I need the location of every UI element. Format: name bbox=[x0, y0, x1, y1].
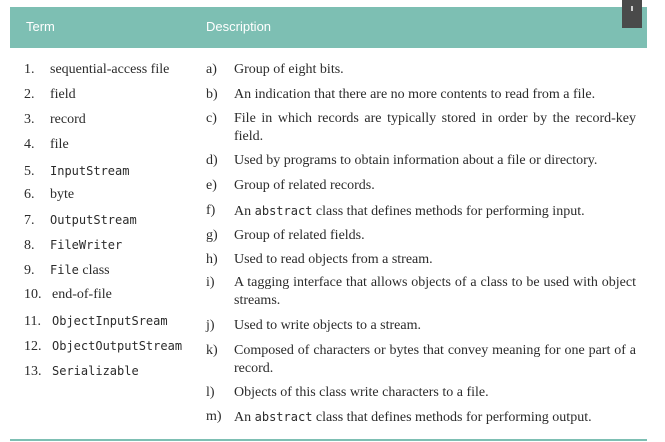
text-segment: A tagging interface that allows objects of a class to be used with object streams. bbox=[234, 275, 636, 308]
text-segment: Group of eight bits. bbox=[234, 62, 344, 77]
term-item bbox=[24, 363, 139, 380]
text-segment: Objects of this class write characters to a file. bbox=[234, 385, 489, 400]
corner-tab-icon bbox=[622, 0, 642, 28]
description-text bbox=[234, 110, 636, 146]
code-text: OutputStream bbox=[50, 213, 137, 227]
term-number: 5. bbox=[24, 164, 35, 179]
text-segment: An bbox=[234, 410, 255, 425]
description-item bbox=[206, 408, 636, 427]
code-text: ObjectOutputStream bbox=[52, 339, 183, 353]
description-item bbox=[206, 86, 636, 104]
term-number: 6. bbox=[24, 187, 35, 202]
text-segment: Used to read objects from a stream. bbox=[234, 252, 433, 267]
description-text bbox=[234, 342, 636, 378]
term-number: 8. bbox=[24, 238, 35, 253]
text-segment: Used by programs to obtain information about a file or directory. bbox=[234, 153, 598, 168]
term-number: 2. bbox=[24, 87, 35, 102]
description-item bbox=[206, 384, 636, 402]
term-item bbox=[24, 137, 69, 153]
term-number: 12. bbox=[24, 339, 42, 354]
description-letter: g) bbox=[206, 228, 218, 243]
code-text: File bbox=[50, 263, 79, 277]
text-segment: class bbox=[78, 263, 110, 278]
term-number: 1. bbox=[24, 62, 35, 77]
term-item bbox=[24, 338, 182, 355]
description-letter: j) bbox=[206, 318, 215, 333]
text-segment: An indication that there are no more contents to read from a file. bbox=[234, 87, 596, 102]
text-segment: byte bbox=[50, 187, 75, 202]
description-letter: e) bbox=[206, 178, 217, 193]
description-text bbox=[234, 177, 636, 195]
term-number: 9. bbox=[24, 263, 35, 278]
text-segment: class that defines methods for performing input. bbox=[312, 204, 585, 219]
term-item bbox=[24, 163, 129, 180]
term-number: 10. bbox=[24, 287, 42, 302]
description-item bbox=[206, 177, 636, 195]
text-segment: File in which records are typically stored in order by the record-key field. bbox=[234, 111, 636, 144]
text-segment: An bbox=[234, 204, 255, 219]
description-text bbox=[234, 152, 636, 170]
text-segment: field bbox=[50, 87, 76, 102]
term-item bbox=[24, 112, 86, 128]
description-item bbox=[206, 251, 636, 269]
term-item bbox=[24, 313, 168, 330]
text-segment: sequential-access file bbox=[50, 62, 170, 77]
description-letter: c) bbox=[206, 111, 217, 126]
description-text bbox=[234, 227, 636, 245]
text-segment: class that defines methods for performing output. bbox=[312, 410, 592, 425]
description-text bbox=[234, 61, 636, 79]
term-number: 11. bbox=[24, 314, 41, 329]
description-letter: i) bbox=[206, 275, 215, 290]
code-text: ObjectInputSream bbox=[52, 314, 168, 328]
description-item bbox=[206, 274, 636, 310]
description-text bbox=[234, 274, 636, 310]
term-item bbox=[24, 212, 137, 229]
term-item bbox=[24, 187, 74, 203]
code-text: FileWriter bbox=[50, 238, 123, 252]
text-segment: Used to write objects to a stream. bbox=[234, 318, 422, 333]
description-text bbox=[234, 408, 636, 427]
term-number: 13. bbox=[24, 364, 42, 379]
description-item bbox=[206, 342, 636, 378]
description-text bbox=[234, 86, 636, 104]
description-text bbox=[234, 317, 636, 335]
description-item bbox=[206, 317, 636, 335]
description-item bbox=[206, 152, 636, 170]
term-number: 4. bbox=[24, 137, 35, 152]
term-number: 3. bbox=[24, 112, 35, 127]
description-text bbox=[234, 384, 636, 402]
text-segment: Composed of characters or bytes that convey meaning for one part of a record. bbox=[234, 343, 636, 376]
term-item bbox=[24, 287, 112, 303]
term-item bbox=[24, 87, 76, 103]
term-item bbox=[24, 262, 110, 279]
description-letter: k) bbox=[206, 343, 218, 358]
description-text bbox=[234, 202, 636, 221]
code-text: abstract bbox=[254, 204, 313, 218]
code-text: abstract bbox=[254, 410, 313, 424]
code-text: Serializable bbox=[52, 364, 139, 378]
term-number: 7. bbox=[24, 213, 35, 228]
description-column-header: Description bbox=[206, 19, 272, 34]
description-item bbox=[206, 61, 636, 79]
description-letter: f) bbox=[206, 203, 216, 218]
description-letter: m) bbox=[206, 409, 222, 424]
text-segment: record bbox=[50, 112, 86, 127]
table-header bbox=[10, 7, 647, 48]
description-letter: d) bbox=[206, 153, 218, 168]
description-letter: l) bbox=[206, 385, 215, 400]
description-item bbox=[206, 227, 636, 245]
text-segment: Group of related records. bbox=[234, 178, 375, 193]
description-letter: h) bbox=[206, 252, 218, 267]
bottom-divider bbox=[10, 439, 647, 441]
text-segment: file bbox=[50, 137, 69, 152]
text-segment: Group of related fields. bbox=[234, 228, 365, 243]
description-item bbox=[206, 110, 636, 146]
text-segment: end-of-file bbox=[52, 287, 112, 302]
description-letter: b) bbox=[206, 87, 218, 102]
code-text: InputStream bbox=[50, 164, 130, 178]
description-letter: a) bbox=[206, 62, 217, 77]
description-item bbox=[206, 202, 636, 221]
term-item bbox=[24, 62, 169, 78]
description-text bbox=[234, 251, 636, 269]
term-item bbox=[24, 237, 122, 254]
term-column-header: Term bbox=[26, 19, 55, 34]
